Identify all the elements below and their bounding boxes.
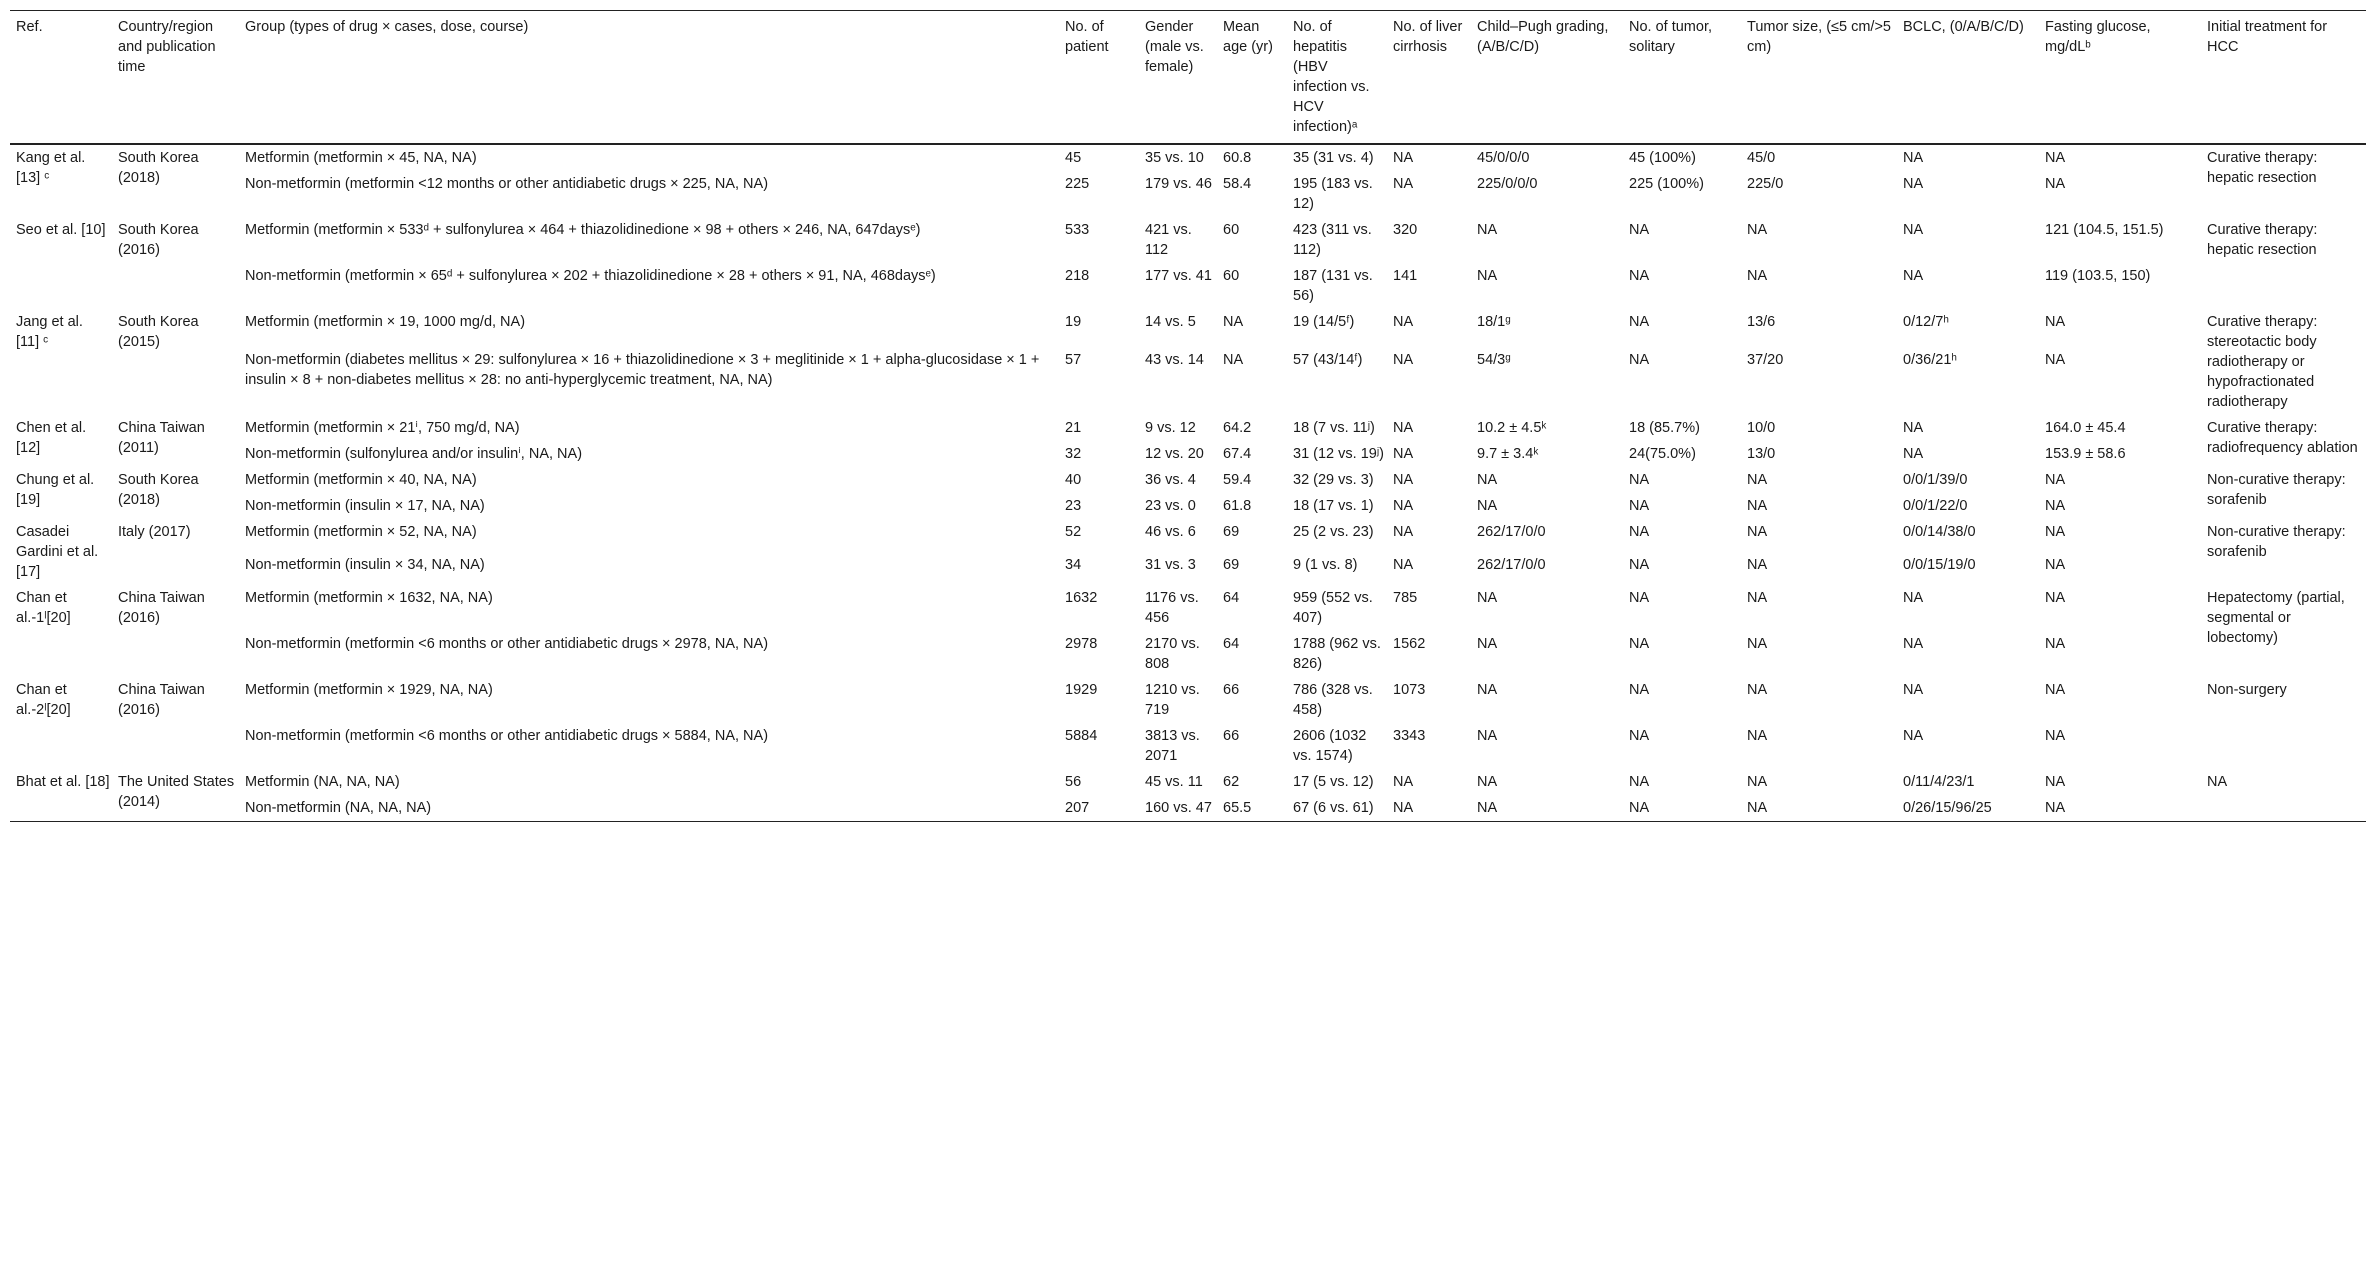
- table-header: [10, 11, 2366, 145]
- header-tumor-count: No. of tumor, solitary: [1629, 19, 1713, 55]
- patients-cell: 34: [1065, 557, 1082, 573]
- age-cell: 60.8: [1223, 150, 1252, 166]
- patients-cell: 40: [1065, 472, 1082, 488]
- bclc-cell: 0/0/1/22/0: [1903, 498, 1968, 514]
- treatment-cell: Hepatectomy (partial, segmental or lobectomy): [2207, 590, 2345, 646]
- gender-cell: 46 vs. 6: [1145, 524, 1196, 540]
- group-cell: Non-metformin (metformin × 65ᵈ + sulfonylurea × 202 + thiazolidinedione × 28 + others × 91, NA, 468daysᵉ): [245, 268, 936, 284]
- ref-cell: Bhat et al. [18]: [16, 774, 110, 790]
- group-cell: Metformin (metformin × 19, 1000 mg/d, NA): [245, 314, 526, 330]
- glucose-cell: NA: [2045, 774, 2066, 790]
- child-pugh-cell: 45/0/0/0: [1477, 150, 1530, 166]
- glucose-cell: NA: [2045, 524, 2066, 540]
- ref-cell: Chen et al. [12]: [16, 420, 87, 456]
- child-pugh-cell: NA: [1477, 268, 1498, 284]
- tumor-size-cell: NA: [1747, 268, 1768, 284]
- gender-cell: 2170 vs. 808: [1145, 636, 1200, 672]
- bclc-cell: 0/0/15/19/0: [1903, 557, 1976, 573]
- table-row: [10, 467, 2366, 493]
- hepatitis-cell: 187 (131 vs. 56): [1293, 268, 1373, 304]
- cirrhosis-cell: NA: [1393, 774, 1414, 790]
- treatment-cell: Non-surgery: [2207, 682, 2287, 698]
- glucose-cell: NA: [2045, 150, 2066, 166]
- table-row: [10, 552, 2366, 585]
- group-cell: Metformin (metformin × 21ⁱ, 750 mg/d, NA): [245, 420, 520, 436]
- child-pugh-cell: NA: [1477, 728, 1498, 744]
- country-cell: China Taiwan (2011): [118, 420, 205, 456]
- table-row: [10, 519, 2366, 552]
- child-pugh-cell: NA: [1477, 472, 1498, 488]
- age-cell: 64: [1223, 636, 1240, 652]
- child-pugh-cell: NA: [1477, 774, 1498, 790]
- hepatitis-cell: 195 (183 vs. 12): [1293, 176, 1373, 212]
- table-row: [10, 441, 2366, 467]
- group-cell: Non-metformin (metformin <6 months or other antidiabetic drugs × 2978, NA, NA): [245, 636, 769, 652]
- table-row: [10, 144, 2366, 171]
- tumor-count-cell: NA: [1629, 314, 1650, 330]
- patients-cell: 32: [1065, 446, 1082, 462]
- bclc-cell: NA: [1903, 682, 1924, 698]
- patients-cell: 21: [1065, 420, 1082, 436]
- child-pugh-cell: NA: [1477, 636, 1498, 652]
- tumor-size-cell: NA: [1747, 590, 1768, 606]
- child-pugh-cell: 262/17/0/0: [1477, 557, 1546, 573]
- hepatitis-cell: 25 (2 vs. 23): [1293, 524, 1374, 540]
- cirrhosis-cell: 1073: [1393, 682, 1426, 698]
- glucose-cell: 121 (104.5, 151.5): [2045, 222, 2164, 238]
- ref-cell: Seo et al. [10]: [16, 222, 106, 238]
- gender-cell: 421 vs. 112: [1145, 222, 1192, 258]
- header-cirrhosis: No. of liver cirrhosis: [1393, 19, 1463, 55]
- header-country: Country/region and publication time: [118, 19, 216, 75]
- hepatitis-cell: 19 (14/5ᶠ): [1293, 314, 1355, 330]
- glucose-cell: NA: [2045, 176, 2066, 192]
- tumor-size-cell: NA: [1747, 472, 1768, 488]
- group-cell: Metformin (NA, NA, NA): [245, 774, 400, 790]
- gender-cell: 14 vs. 5: [1145, 314, 1196, 330]
- tumor-size-cell: 225/0: [1747, 176, 1784, 192]
- tumor-size-cell: 45/0: [1747, 150, 1776, 166]
- hepatitis-cell: 2606 (1032 vs. 1574): [1293, 728, 1367, 764]
- glucose-cell: NA: [2045, 636, 2066, 652]
- country-cell: South Korea (2016): [118, 222, 199, 258]
- cirrhosis-cell: NA: [1393, 498, 1414, 514]
- bclc-cell: 0/12/7ʰ: [1903, 314, 1949, 330]
- group-cell: Metformin (metformin × 1632, NA, NA): [245, 590, 493, 606]
- gender-cell: 35 vs. 10: [1145, 150, 1204, 166]
- group-cell: Non-metformin (diabetes mellitus × 29: sulfonylurea × 16 + thiazolidinedione × 3 + meglitinide × 1 + alpha-glucosidase × 1 + insulin × 8 + non-diabetes mellitus × 28: no anti-hyperglycemic treatment, NA, NA): [245, 352, 1040, 389]
- glucose-cell: NA: [2045, 590, 2066, 606]
- cirrhosis-cell: NA: [1393, 150, 1414, 166]
- table-row: [10, 723, 2366, 769]
- cirrhosis-cell: NA: [1393, 352, 1414, 369]
- glucose-cell: 153.9 ± 58.6: [2045, 446, 2126, 462]
- header-group: Group (types of drug × cases, dose, course): [245, 19, 529, 35]
- group-cell: Non-metformin (metformin <12 months or other antidiabetic drugs × 225, NA, NA): [245, 176, 769, 192]
- ref-cell: Chan et al.-2ˡ[20]: [16, 682, 71, 718]
- cirrhosis-cell: 141: [1393, 268, 1418, 284]
- hepatitis-cell: 9 (1 vs. 8): [1293, 557, 1358, 573]
- gender-cell: 1210 vs. 719: [1145, 682, 1200, 718]
- bclc-cell: 0/36/21ʰ: [1903, 352, 1957, 369]
- group-cell: Metformin (metformin × 533ᵈ + sulfonylurea × 464 + thiazolidinedione × 98 + others × 246, NA, 647daysᵉ): [245, 222, 921, 238]
- gender-cell: 43 vs. 14: [1145, 352, 1204, 369]
- tumor-count-cell: 45 (100%): [1629, 150, 1696, 166]
- header-gender: Gender (male vs. female): [1145, 19, 1204, 75]
- study-characteristics-table: [10, 10, 2366, 822]
- cirrhosis-cell: NA: [1393, 524, 1414, 540]
- patients-cell: 52: [1065, 524, 1082, 540]
- header-child-pugh: Child–Pugh grading, (A/B/C/D): [1477, 19, 1609, 55]
- age-cell: NA: [1223, 352, 1244, 369]
- group-cell: Metformin (metformin × 1929, NA, NA): [245, 682, 493, 698]
- ref-cell: Kang et al. [13] ᶜ: [16, 150, 86, 186]
- tumor-size-cell: NA: [1747, 774, 1768, 790]
- country-cell: Italy (2017): [118, 524, 191, 540]
- hepatitis-cell: 67 (6 vs. 61): [1293, 800, 1374, 816]
- tumor-size-cell: 37/20: [1747, 352, 1784, 369]
- ref-cell: Chung et al. [19]: [16, 472, 95, 508]
- hepatitis-cell: 17 (5 vs. 12): [1293, 774, 1374, 790]
- patients-cell: 45: [1065, 150, 1082, 166]
- age-cell: 69: [1223, 557, 1240, 573]
- group-cell: Metformin (metformin × 40, NA, NA): [245, 472, 477, 488]
- header-age: Mean age (yr): [1223, 19, 1273, 55]
- child-pugh-cell: 18/1ᵍ: [1477, 314, 1511, 330]
- age-cell: 61.8: [1223, 498, 1252, 514]
- gender-cell: 177 vs. 41: [1145, 268, 1212, 284]
- tumor-size-cell: 10/0: [1747, 420, 1776, 436]
- tumor-count-cell: NA: [1629, 557, 1650, 573]
- group-cell: Non-metformin (insulin × 34, NA, NA): [245, 557, 485, 573]
- child-pugh-cell: NA: [1477, 498, 1498, 514]
- gender-cell: 45 vs. 11: [1145, 774, 1203, 790]
- group-cell: Metformin (metformin × 52, NA, NA): [245, 524, 477, 540]
- table-row: [10, 347, 2366, 415]
- age-cell: 64: [1223, 590, 1240, 606]
- treatment-cell: Curative therapy: hepatic resection: [2207, 222, 2318, 258]
- table-row: [10, 217, 2366, 263]
- age-cell: 62: [1223, 774, 1240, 790]
- treatment-cell: Curative therapy: stereotactic body radiotherapy or hypofractionated radiotherapy: [2207, 314, 2318, 410]
- patients-cell: 19: [1065, 314, 1082, 330]
- tumor-count-cell: NA: [1629, 222, 1650, 238]
- glucose-cell: 119 (103.5, 150): [2045, 268, 2151, 284]
- hepatitis-cell: 959 (552 vs. 407): [1293, 590, 1373, 626]
- child-pugh-cell: 262/17/0/0: [1477, 524, 1546, 540]
- tumor-count-cell: NA: [1629, 498, 1650, 514]
- patients-cell: 56: [1065, 774, 1082, 790]
- cirrhosis-cell: 320: [1393, 222, 1418, 238]
- table-row: [10, 493, 2366, 519]
- gender-cell: 9 vs. 12: [1145, 420, 1196, 436]
- gender-cell: 1176 vs. 456: [1145, 590, 1199, 626]
- cirrhosis-cell: NA: [1393, 446, 1414, 462]
- treatment-cell: Curative therapy: radiofrequency ablation: [2207, 420, 2358, 456]
- hepatitis-cell: 786 (328 vs. 458): [1293, 682, 1373, 718]
- patients-cell: 2978: [1065, 636, 1098, 652]
- age-cell: NA: [1223, 314, 1244, 330]
- tumor-count-cell: NA: [1629, 800, 1650, 816]
- glucose-cell: NA: [2045, 557, 2066, 573]
- table-row: [10, 677, 2366, 723]
- table-row: [10, 309, 2366, 347]
- treatment-cell: Non-curative therapy: sorafenib: [2207, 524, 2346, 560]
- hepatitis-cell: 31 (12 vs. 19ʲ): [1293, 446, 1384, 462]
- glucose-cell: NA: [2045, 728, 2066, 744]
- child-pugh-cell: NA: [1477, 590, 1498, 606]
- bclc-cell: 0/0/14/38/0: [1903, 524, 1976, 540]
- age-cell: 67.4: [1223, 446, 1252, 462]
- tumor-size-cell: NA: [1747, 498, 1768, 514]
- cirrhosis-cell: NA: [1393, 420, 1414, 436]
- bclc-cell: NA: [1903, 728, 1924, 744]
- header-bclc: BCLC, (0/A/B/C/D): [1903, 19, 2024, 35]
- tumor-size-cell: NA: [1747, 728, 1768, 744]
- group-cell: Metformin (metformin × 45, NA, NA): [245, 150, 477, 166]
- age-cell: 66: [1223, 728, 1240, 744]
- gender-cell: 179 vs. 46: [1145, 176, 1212, 192]
- bclc-cell: 0/0/1/39/0: [1903, 472, 1968, 488]
- gender-cell: 12 vs. 20: [1145, 446, 1204, 462]
- glucose-cell: NA: [2045, 498, 2066, 514]
- cirrhosis-cell: 1562: [1393, 636, 1426, 652]
- table-row: [10, 171, 2366, 217]
- table-row: [10, 585, 2366, 631]
- country-cell: China Taiwan (2016): [118, 590, 205, 626]
- patients-cell: 57: [1065, 352, 1082, 369]
- country-cell: South Korea (2018): [118, 472, 199, 508]
- header-row: [10, 11, 2366, 145]
- glucose-cell: 164.0 ± 45.4: [2045, 420, 2126, 436]
- child-pugh-cell: NA: [1477, 682, 1498, 698]
- tumor-size-cell: NA: [1747, 557, 1768, 573]
- ref-cell: Chan et al.-1ˡ[20]: [16, 590, 71, 626]
- patients-cell: 218: [1065, 268, 1090, 284]
- tumor-count-cell: 24(75.0%): [1629, 446, 1696, 462]
- cirrhosis-cell: 3343: [1393, 728, 1426, 744]
- hepatitis-cell: 18 (7 vs. 11ʲ): [1293, 420, 1375, 436]
- cirrhosis-cell: NA: [1393, 314, 1414, 330]
- age-cell: 59.4: [1223, 472, 1252, 488]
- table-row: [10, 769, 2366, 795]
- tumor-count-cell: NA: [1629, 268, 1650, 284]
- tumor-size-cell: 13/0: [1747, 446, 1776, 462]
- bclc-cell: NA: [1903, 150, 1924, 166]
- treatment-cell: NA: [2207, 774, 2228, 790]
- gender-cell: 3813 vs. 2071: [1145, 728, 1200, 764]
- hepatitis-cell: 1788 (962 vs. 826): [1293, 636, 1381, 672]
- cirrhosis-cell: 785: [1393, 590, 1418, 606]
- gender-cell: 23 vs. 0: [1145, 498, 1196, 514]
- tumor-size-cell: NA: [1747, 682, 1768, 698]
- country-cell: The United States (2014): [118, 774, 235, 810]
- country-cell: South Korea (2015): [118, 314, 199, 350]
- age-cell: 60: [1223, 268, 1240, 284]
- cirrhosis-cell: NA: [1393, 557, 1414, 573]
- patients-cell: 5884: [1065, 728, 1098, 744]
- gender-cell: 36 vs. 4: [1145, 472, 1196, 488]
- group-cell: Non-metformin (metformin <6 months or other antidiabetic drugs × 5884, NA, NA): [245, 728, 769, 744]
- header-ref: Ref.: [16, 19, 43, 35]
- child-pugh-cell: NA: [1477, 800, 1498, 816]
- tumor-size-cell: NA: [1747, 636, 1768, 652]
- tumor-count-cell: NA: [1629, 590, 1650, 606]
- child-pugh-cell: NA: [1477, 222, 1498, 238]
- patients-cell: 225: [1065, 176, 1090, 192]
- age-cell: 60: [1223, 222, 1240, 238]
- child-pugh-cell: 9.7 ± 3.4ᵏ: [1477, 446, 1539, 462]
- tumor-count-cell: NA: [1629, 524, 1650, 540]
- ref-cell: Jang et al. [11] ᶜ: [16, 314, 83, 350]
- table-row: [10, 263, 2366, 309]
- bclc-cell: NA: [1903, 268, 1924, 284]
- patients-cell: 1929: [1065, 682, 1098, 698]
- patients-cell: 23: [1065, 498, 1082, 514]
- table-body: [10, 144, 2366, 822]
- bclc-cell: 0/11/4/23/1: [1903, 774, 1975, 790]
- table-row: [10, 795, 2366, 822]
- bclc-cell: NA: [1903, 420, 1924, 436]
- glucose-cell: NA: [2045, 682, 2066, 698]
- age-cell: 64.2: [1223, 420, 1252, 436]
- header-tumor-size: Tumor size, (≤5 cm/>5 cm): [1747, 19, 1891, 55]
- cirrhosis-cell: NA: [1393, 176, 1414, 192]
- tumor-count-cell: NA: [1629, 774, 1650, 790]
- child-pugh-cell: 225/0/0/0: [1477, 176, 1538, 192]
- group-cell: Non-metformin (sulfonylurea and/or insulinⁱ, NA, NA): [245, 446, 583, 462]
- patients-cell: 207: [1065, 800, 1090, 816]
- patients-cell: 533: [1065, 222, 1090, 238]
- ref-cell: Casadei Gardini et al. [17]: [16, 524, 99, 580]
- hepatitis-cell: 57 (43/14ᶠ): [1293, 352, 1363, 369]
- cirrhosis-cell: NA: [1393, 800, 1414, 816]
- table-container: [10, 10, 2366, 822]
- age-cell: 69: [1223, 524, 1240, 540]
- child-pugh-cell: 10.2 ± 4.5ᵏ: [1477, 420, 1547, 436]
- tumor-count-cell: NA: [1629, 636, 1650, 652]
- header-patients: No. of patient: [1065, 19, 1109, 55]
- header-treatment: Initial treatment for HCC: [2207, 19, 2328, 55]
- tumor-count-cell: NA: [1629, 728, 1650, 744]
- bclc-cell: NA: [1903, 636, 1924, 652]
- tumor-size-cell: NA: [1747, 800, 1768, 816]
- glucose-cell: NA: [2045, 472, 2066, 488]
- child-pugh-cell: 54/3ᵍ: [1477, 352, 1511, 369]
- hepatitis-cell: 423 (311 vs. 112): [1293, 222, 1372, 258]
- bclc-cell: NA: [1903, 176, 1924, 192]
- bclc-cell: 0/26/15/96/25: [1903, 800, 1992, 816]
- group-cell: Non-metformin (NA, NA, NA): [245, 800, 432, 816]
- header-glucose: Fasting glucose, mg/dLᵇ: [2045, 19, 2151, 55]
- age-cell: 58.4: [1223, 176, 1252, 192]
- tumor-size-cell: NA: [1747, 222, 1768, 238]
- bclc-cell: NA: [1903, 222, 1924, 238]
- bclc-cell: NA: [1903, 590, 1924, 606]
- glucose-cell: NA: [2045, 352, 2066, 369]
- hepatitis-cell: 35 (31 vs. 4): [1293, 150, 1374, 166]
- treatment-cell: Curative therapy: hepatic resection: [2207, 150, 2318, 186]
- tumor-count-cell: NA: [1629, 352, 1650, 369]
- glucose-cell: NA: [2045, 800, 2066, 816]
- hepatitis-cell: 32 (29 vs. 3): [1293, 472, 1374, 488]
- table-row: [10, 631, 2366, 677]
- tumor-count-cell: NA: [1629, 682, 1650, 698]
- header-hepatitis: No. of hepatitis (HBV infection vs. HCV infection)ᵃ: [1293, 19, 1370, 135]
- gender-cell: 31 vs. 3: [1145, 557, 1196, 573]
- country-cell: South Korea (2018): [118, 150, 199, 186]
- group-cell: Non-metformin (insulin × 17, NA, NA): [245, 498, 485, 514]
- tumor-size-cell: 13/6: [1747, 314, 1776, 330]
- bclc-cell: NA: [1903, 446, 1924, 462]
- tumor-size-cell: NA: [1747, 524, 1768, 540]
- hepatitis-cell: 18 (17 vs. 1): [1293, 498, 1374, 514]
- age-cell: 65.5: [1223, 800, 1252, 816]
- tumor-count-cell: NA: [1629, 472, 1650, 488]
- gender-cell: 160 vs. 47: [1145, 800, 1212, 816]
- patients-cell: 1632: [1065, 590, 1098, 606]
- cirrhosis-cell: NA: [1393, 472, 1414, 488]
- glucose-cell: NA: [2045, 314, 2066, 330]
- tumor-count-cell: 18 (85.7%): [1629, 420, 1700, 436]
- age-cell: 66: [1223, 682, 1240, 698]
- table-row: [10, 415, 2366, 441]
- tumor-count-cell: 225 (100%): [1629, 176, 1704, 192]
- country-cell: China Taiwan (2016): [118, 682, 205, 718]
- treatment-cell: Non-curative therapy: sorafenib: [2207, 472, 2346, 508]
